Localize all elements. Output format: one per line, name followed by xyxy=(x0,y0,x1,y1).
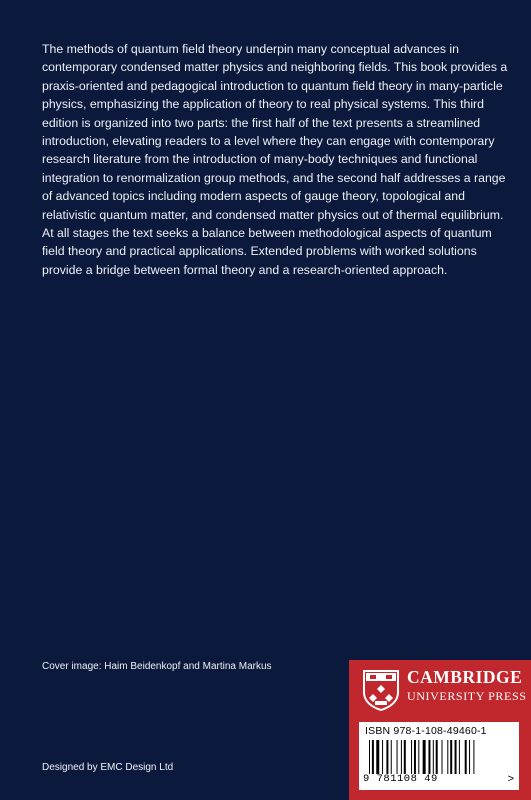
design-credit: Designed by EMC Design Ltd xyxy=(42,762,174,773)
isbn-label: ISBN 978-1-108-49460-1 xyxy=(365,725,487,737)
publisher-name: CAMBRIDGE xyxy=(407,667,523,687)
barcode-digits: 9 781108 49 xyxy=(363,773,438,785)
barcode-arrow: > xyxy=(507,773,514,785)
barcode-bars xyxy=(369,740,509,774)
publisher-press: UNIVERSITY PRESS xyxy=(407,689,527,703)
publisher-panel xyxy=(349,660,531,800)
cambridge-crest-icon xyxy=(361,668,401,712)
cover-image-credit: Cover image: Haim Beidenkopf and Martina Markus xyxy=(42,661,272,672)
back-cover-blurb: The methods of quantum field theory underpin many conceptual advances in contemporary condensed matter physics and neighboring fields. This book provides a praxis-oriented and pedagogical introduction to quantum field theory in many-particle physics, emphasizing the application of theory to real physical systems. This third edition is organized into two parts: the first half of the text presents a streamlined introduction, elevating readers to a level where they can engage with contemporary research literature from the introduction of many-body techniques and functional integration to renormalization group methods, and the second half addresses a range of advanced topics including modern aspects of gauge theory, topological and relativistic quantum matter, and condensed matter physics out of thermal equilibrium. At all stages the text seeks a balance between methodological aspects of quantum field theory and practical applications. Extended problems with worked solutions provide a bridge between formal theory and a research-oriented approach. xyxy=(42,42,508,277)
barcode xyxy=(359,722,519,790)
